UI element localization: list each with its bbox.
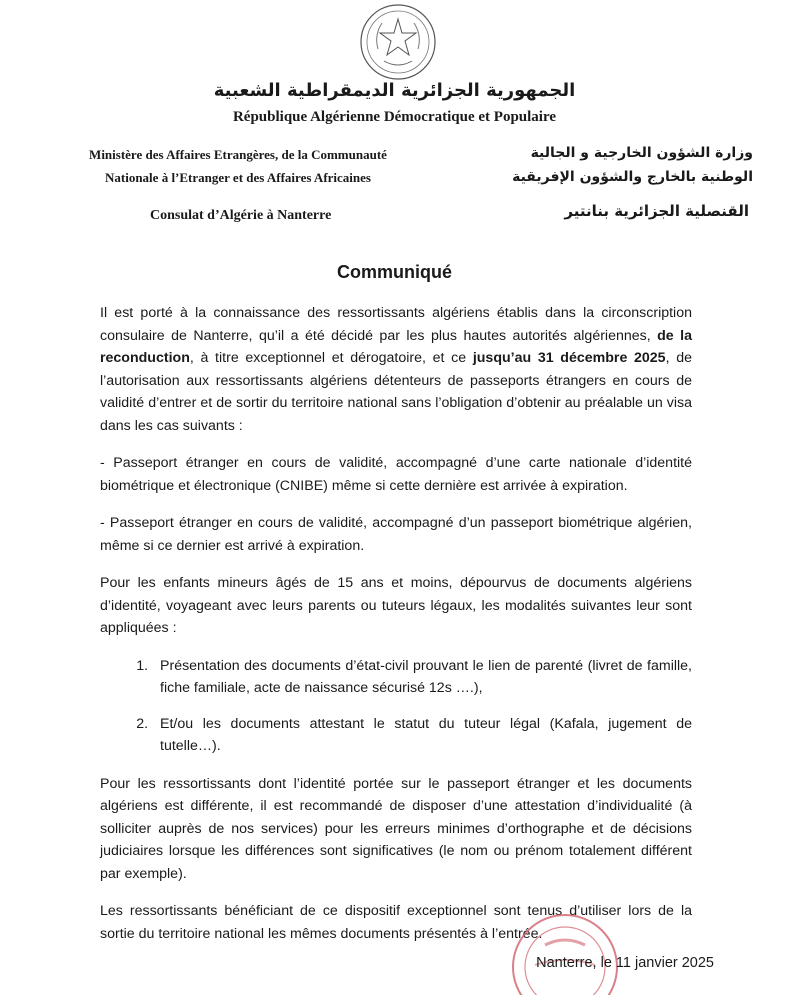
paragraph-identity: Pour les ressortissants dont l’identité portée sur le passeport étranger et les documents algériens est différente, il est recommandé de disposer d’une attestation d’individualité (à solliciter auprès de nos services) pour les erreurs minimes d’orthographe et de décisions judiciaires lorsque les différences sont significatives (le nom ou prénom totalement différent par exemple). bbox=[100, 775, 692, 882]
ministry-french bbox=[38, 143, 438, 189]
algeria-emblem-icon bbox=[356, 3, 440, 81]
intro-text-2: , à titre exceptionnel et dérogatoire, et ce bbox=[189, 350, 473, 366]
signature-date: Nanterre, le 11 janvier 2025 bbox=[536, 955, 714, 971]
ministry-arabic bbox=[473, 141, 753, 189]
list-item: 1. Présentation des documents d’état-civil prouvant le lien de parenté (livret de famille, fiche familiale, acte de naissance sécurisé 12s ….), bbox=[152, 655, 692, 700]
consulate-arabic: القنصلية الجزائرية بنانتير bbox=[564, 202, 749, 220]
ministry-french-line-2: Nationale à l’Etranger et des Affaires Africaines bbox=[105, 170, 371, 185]
intro-bold-date: jusqu’au 31 décembre 2025 bbox=[472, 350, 666, 366]
paragraph-minors: Pour les enfants mineurs âgés de 15 ans et moins, dépourvus de documents algériens d’identité, voyageant avec leurs parents ou tuteurs légaux, les modalités suivantes leur sont appliquées : bbox=[100, 575, 692, 636]
minors-requirements-list bbox=[100, 655, 692, 758]
ministry-arabic-line-2: الوطنية بالخارج والشؤون الإفريقية bbox=[512, 169, 753, 185]
list-item: 2. Et/ou les documents attestant le statut du tuteur légal (Kafala, jugement de tutelle…). bbox=[152, 713, 692, 758]
ministry-french-line-1: Ministère des Affaires Etrangères, de la Communauté bbox=[89, 147, 387, 162]
consulate-french: Consulat d’Algérie à Nanterre bbox=[150, 208, 332, 223]
intro-bold-reconduction: de la reconduction bbox=[100, 327, 692, 366]
arabic-republic-title: الجمهورية الجزائرية الديمقراطية الشعبية bbox=[213, 80, 576, 101]
paragraph-exit-documents: Les ressortissants bénéficiant de ce dispositif exceptionnel sont tenus d’utiliser lors de la sortie du territoire national les mêmes documents présentés à l’entrée. bbox=[100, 903, 692, 942]
ministry-arabic-line-1: وزارة الشؤون الخارجية و الجالية bbox=[530, 145, 753, 161]
page-title: Communiqué bbox=[337, 262, 452, 282]
communique-body bbox=[100, 302, 692, 960]
paragraph-cnibe: - Passeport étranger en cours de validité, accompagné d’une carte nationale d’identité biométrique et électronique (CNIBE) même si cette dernière est arrivée à expiration. bbox=[100, 455, 692, 494]
paragraph-intro bbox=[100, 302, 692, 437]
intro-text-1: Il est porté à la connaissance des ressortissants algériens établis dans la circonscription consulaire de Nanterre, qu’il a été décidé par les plus hautes autorités algériennes, bbox=[100, 305, 692, 344]
intro-text-3: , de l’autorisation aux ressortissants algériens détenteurs de passeports étrangers en cours de validité d’entrer et de sortir du territoire national sans l’obligation d’obtenir au préalable un visa dans les cas suivants : bbox=[100, 350, 692, 434]
french-republic-title: République Algérienne Démocratique et Populaire bbox=[232, 109, 557, 125]
paragraph-passport: - Passeport étranger en cours de validité, accompagné d’un passeport biométrique algérien, même si ce dernier est arrivé à expiration. bbox=[100, 515, 692, 554]
